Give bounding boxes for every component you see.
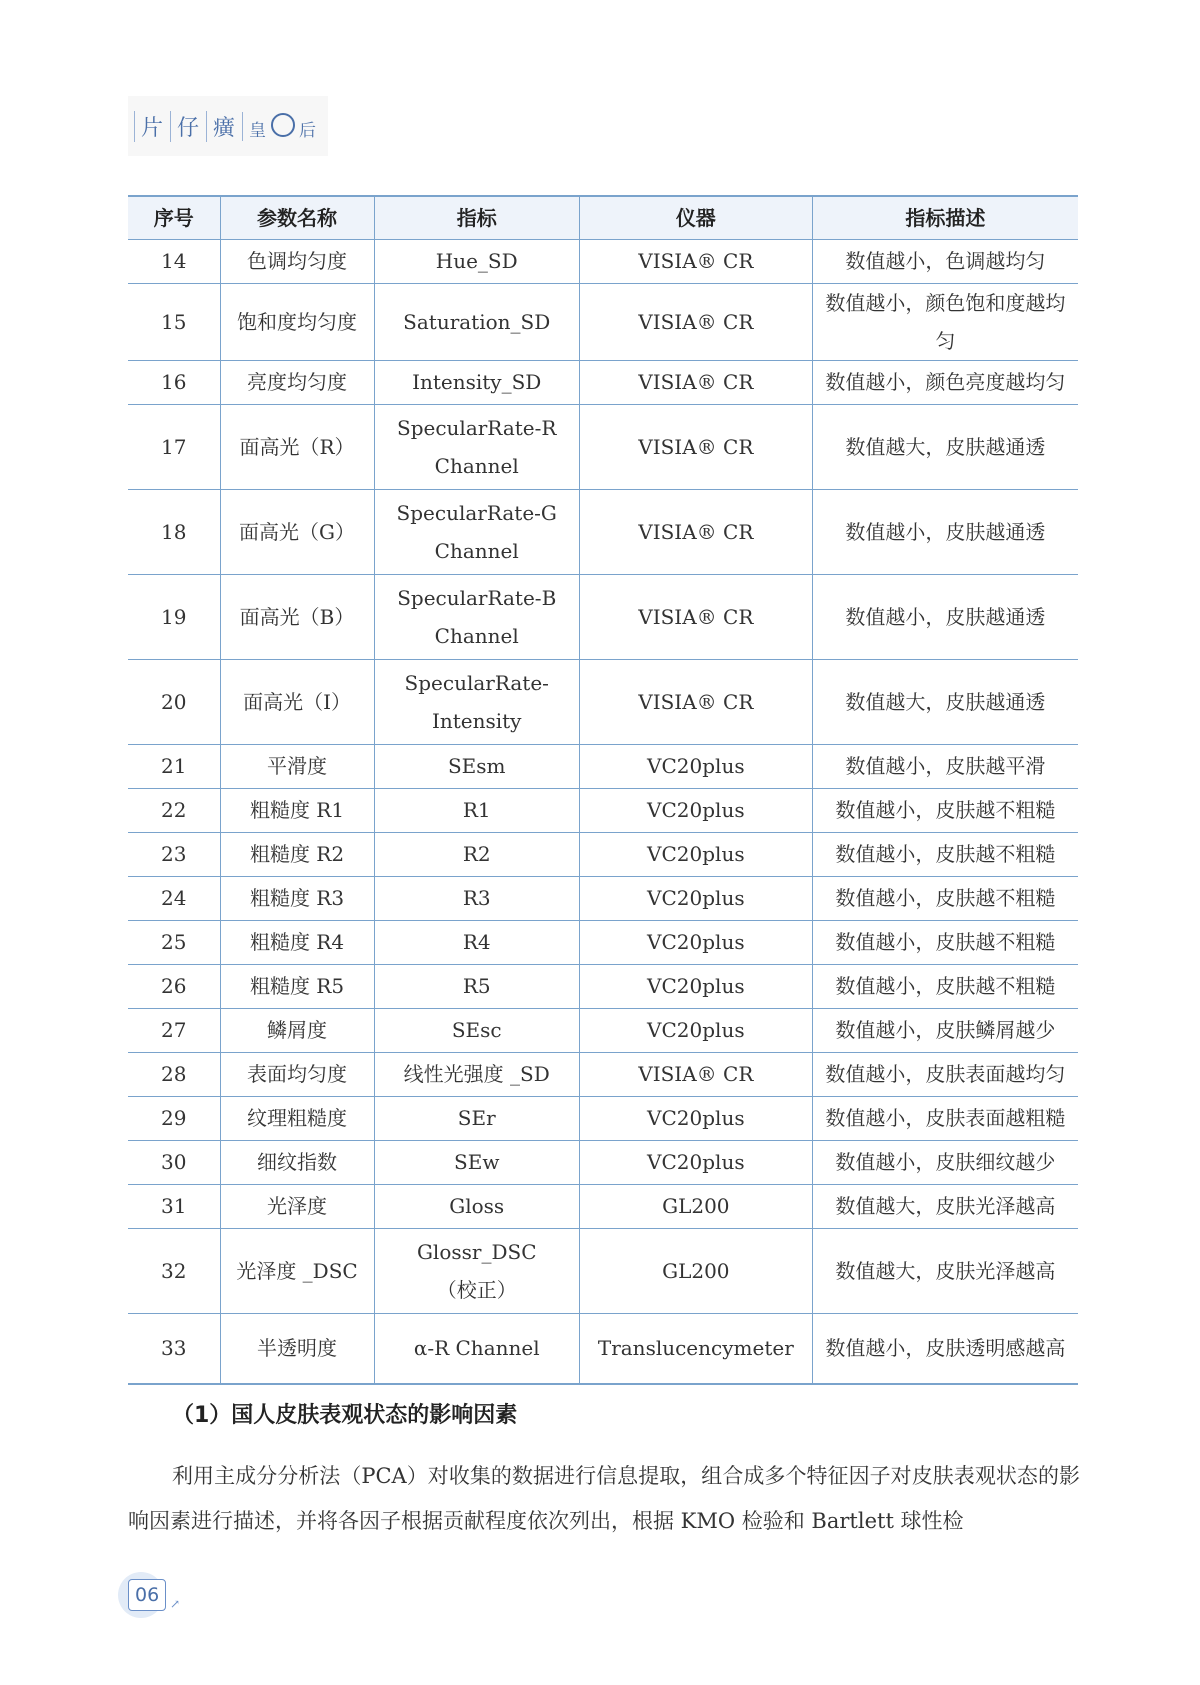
cell-indicator: Hue_SD	[374, 239, 579, 283]
brand-char: 仔	[170, 111, 206, 142]
column-header-indicator: 指标	[374, 196, 579, 239]
table-header-row	[128, 196, 1078, 239]
cell-no: 25	[128, 920, 220, 964]
cell-name: 细纹指数	[220, 1140, 374, 1184]
indicator-line: SpecularRate-	[404, 670, 549, 695]
cell-no: 32	[128, 1228, 220, 1313]
table-row	[128, 964, 1078, 1008]
table-row	[128, 744, 1078, 788]
cell-instrument: VC20plus	[579, 1140, 812, 1184]
cell-no: 18	[128, 489, 220, 574]
table-row	[128, 283, 1078, 360]
cell-name: 纹理粗糙度	[220, 1096, 374, 1140]
cell-no: 14	[128, 239, 220, 283]
brand-logo	[128, 96, 328, 156]
cell-name: 平滑度	[220, 744, 374, 788]
cell-name: 粗糙度 R2	[220, 832, 374, 876]
cell-indicator: SEsm	[374, 744, 579, 788]
cell-description: 数值越小，颜色饱和度越均匀	[812, 283, 1078, 360]
cell-indicator: α-R Channel	[374, 1313, 579, 1384]
cell-indicator: Saturation_SD	[374, 283, 579, 360]
cell-instrument: VC20plus	[579, 788, 812, 832]
body-paragraph: 利用主成分分析法（PCA）对收集的数据进行信息提取，组合成多个特征因子对皮肤表观状态的影响因素进行描述，并将各因子根据贡献程度依次列出，根据 KMO 检验和 Bartlett 球性检	[128, 1464, 1080, 1533]
cell-name: 光泽度 _DSC	[220, 1228, 374, 1313]
cell-name: 表面均匀度	[220, 1052, 374, 1096]
cell-name: 粗糙度 R1	[220, 788, 374, 832]
cell-no: 15	[128, 283, 220, 360]
cell-no: 31	[128, 1184, 220, 1228]
cell-indicator	[374, 404, 579, 489]
cell-name: 粗糙度 R3	[220, 876, 374, 920]
cell-description: 数值越大，皮肤光泽越高	[812, 1184, 1078, 1228]
cell-no: 22	[128, 788, 220, 832]
cell-name: 饱和度均匀度	[220, 283, 374, 360]
cell-instrument: VISIA® CR	[579, 489, 812, 574]
table-row	[128, 360, 1078, 404]
cell-indicator: R2	[374, 832, 579, 876]
cell-description: 数值越小，皮肤越不粗糙	[812, 832, 1078, 876]
cell-indicator	[374, 574, 579, 659]
table-row	[128, 574, 1078, 659]
cell-instrument: VC20plus	[579, 744, 812, 788]
arrow-icon: ↗	[170, 1597, 181, 1611]
cell-indicator	[374, 659, 579, 744]
cell-instrument: VISIA® CR	[579, 283, 812, 360]
cell-name: 面高光（G）	[220, 489, 374, 574]
cell-description: 数值越小，皮肤越平滑	[812, 744, 1078, 788]
section-title: （1）国人皮肤表观状态的影响因素	[172, 1403, 518, 1428]
cell-indicator: R1	[374, 788, 579, 832]
table-row	[128, 788, 1078, 832]
indicator-line: （校正）	[436, 1277, 517, 1302]
cell-name: 粗糙度 R4	[220, 920, 374, 964]
cell-name: 鳞屑度	[220, 1008, 374, 1052]
sub-brand-left: 皇	[249, 120, 268, 141]
cell-no: 17	[128, 404, 220, 489]
indicator-line: Intensity	[431, 708, 522, 733]
indicator-line: Channel	[434, 623, 519, 648]
table-row	[128, 239, 1078, 283]
parameter-table	[128, 195, 1078, 1385]
cell-instrument: Translucencymeter	[579, 1313, 812, 1384]
page-number-badge	[118, 1575, 181, 1615]
cell-instrument: VISIA® CR	[579, 1052, 812, 1096]
cell-indicator: SEw	[374, 1140, 579, 1184]
column-header-no: 序号	[128, 196, 220, 239]
cell-instrument: VISIA® CR	[579, 360, 812, 404]
cell-name: 面高光（R）	[220, 404, 374, 489]
indicator-line: Channel	[434, 453, 519, 478]
indicator-line: SpecularRate-G	[396, 500, 557, 525]
table-row	[128, 1052, 1078, 1096]
cell-description: 数值越小，颜色亮度越均匀	[812, 360, 1078, 404]
cell-instrument: VISIA® CR	[579, 404, 812, 489]
cell-instrument: VC20plus	[579, 964, 812, 1008]
cell-name: 面高光（B）	[220, 574, 374, 659]
cell-indicator: Gloss	[374, 1184, 579, 1228]
cell-indicator: SEr	[374, 1096, 579, 1140]
table-row	[128, 1008, 1078, 1052]
cell-description: 数值越大，皮肤越通透	[812, 659, 1078, 744]
cell-description: 数值越小，皮肤越不粗糙	[812, 964, 1078, 1008]
table-row	[128, 404, 1078, 489]
cell-description: 数值越小，皮肤越不粗糙	[812, 788, 1078, 832]
cell-description: 数值越小，皮肤越通透	[812, 574, 1078, 659]
cell-instrument: GL200	[579, 1228, 812, 1313]
cell-description: 数值越小，皮肤表面越粗糙	[812, 1096, 1078, 1140]
cell-no: 29	[128, 1096, 220, 1140]
cell-no: 28	[128, 1052, 220, 1096]
cell-name: 亮度均匀度	[220, 360, 374, 404]
cell-description: 数值越小，皮肤透明感越高	[812, 1313, 1078, 1384]
column-header-instrument: 仪器	[579, 196, 812, 239]
table-row	[128, 1184, 1078, 1228]
cell-no: 30	[128, 1140, 220, 1184]
cell-indicator: R5	[374, 964, 579, 1008]
cell-description: 数值越小，色调越均匀	[812, 239, 1078, 283]
table-row	[128, 832, 1078, 876]
cell-instrument: VC20plus	[579, 876, 812, 920]
crown-icon	[271, 113, 295, 137]
indicator-line: SpecularRate-B	[397, 585, 557, 610]
cell-name: 面高光（I）	[220, 659, 374, 744]
indicator-line: Channel	[434, 538, 519, 563]
cell-instrument: VISIA® CR	[579, 574, 812, 659]
cell-name: 色调均匀度	[220, 239, 374, 283]
cell-no: 19	[128, 574, 220, 659]
cell-instrument: VC20plus	[579, 832, 812, 876]
cell-instrument: VISIA® CR	[579, 239, 812, 283]
cell-no: 26	[128, 964, 220, 1008]
cell-description: 数值越小，皮肤表面越均匀	[812, 1052, 1078, 1096]
cell-instrument: VC20plus	[579, 1096, 812, 1140]
cell-indicator: SEsc	[374, 1008, 579, 1052]
cell-no: 27	[128, 1008, 220, 1052]
cell-description: 数值越小，皮肤越不粗糙	[812, 876, 1078, 920]
table-row	[128, 1096, 1078, 1140]
cell-no: 16	[128, 360, 220, 404]
cell-indicator	[374, 1228, 579, 1313]
cell-instrument: VC20plus	[579, 1008, 812, 1052]
cell-no: 20	[128, 659, 220, 744]
cell-no: 24	[128, 876, 220, 920]
cell-indicator: 线性光强度 _SD	[374, 1052, 579, 1096]
cell-name: 粗糙度 R5	[220, 964, 374, 1008]
cell-description: 数值越小，皮肤细纹越少	[812, 1140, 1078, 1184]
sub-brand-right: 后	[299, 120, 318, 141]
table-row	[128, 876, 1078, 920]
table-row	[128, 1313, 1078, 1384]
cell-indicator: Intensity_SD	[374, 360, 579, 404]
indicator-line: Glossr_DSC	[416, 1239, 537, 1264]
cell-instrument: VISIA® CR	[579, 659, 812, 744]
column-header-description: 指标描述	[812, 196, 1078, 239]
cell-description: 数值越小，皮肤越不粗糙	[812, 920, 1078, 964]
cell-no: 33	[128, 1313, 220, 1384]
page-number: 06	[128, 1579, 166, 1611]
cell-description: 数值越大，皮肤越通透	[812, 404, 1078, 489]
cell-no: 21	[128, 744, 220, 788]
table-row	[128, 489, 1078, 574]
indicator-line: SpecularRate-R	[397, 415, 557, 440]
table-row	[128, 659, 1078, 744]
cell-instrument: VC20plus	[579, 920, 812, 964]
table-row	[128, 920, 1078, 964]
sub-brand	[242, 112, 323, 141]
cell-description: 数值越小，皮肤越通透	[812, 489, 1078, 574]
table-row	[128, 1140, 1078, 1184]
cell-no: 23	[128, 832, 220, 876]
brand-char: 片	[134, 111, 170, 142]
column-header-name: 参数名称	[220, 196, 374, 239]
cell-description: 数值越大，皮肤光泽越高	[812, 1228, 1078, 1313]
cell-instrument: GL200	[579, 1184, 812, 1228]
cell-description: 数值越小，皮肤鳞屑越少	[812, 1008, 1078, 1052]
table-row	[128, 1228, 1078, 1313]
cell-name: 半透明度	[220, 1313, 374, 1384]
cell-name: 光泽度	[220, 1184, 374, 1228]
cell-indicator	[374, 489, 579, 574]
cell-indicator: R3	[374, 876, 579, 920]
cell-indicator: R4	[374, 920, 579, 964]
brand-char: 癀	[206, 111, 242, 142]
